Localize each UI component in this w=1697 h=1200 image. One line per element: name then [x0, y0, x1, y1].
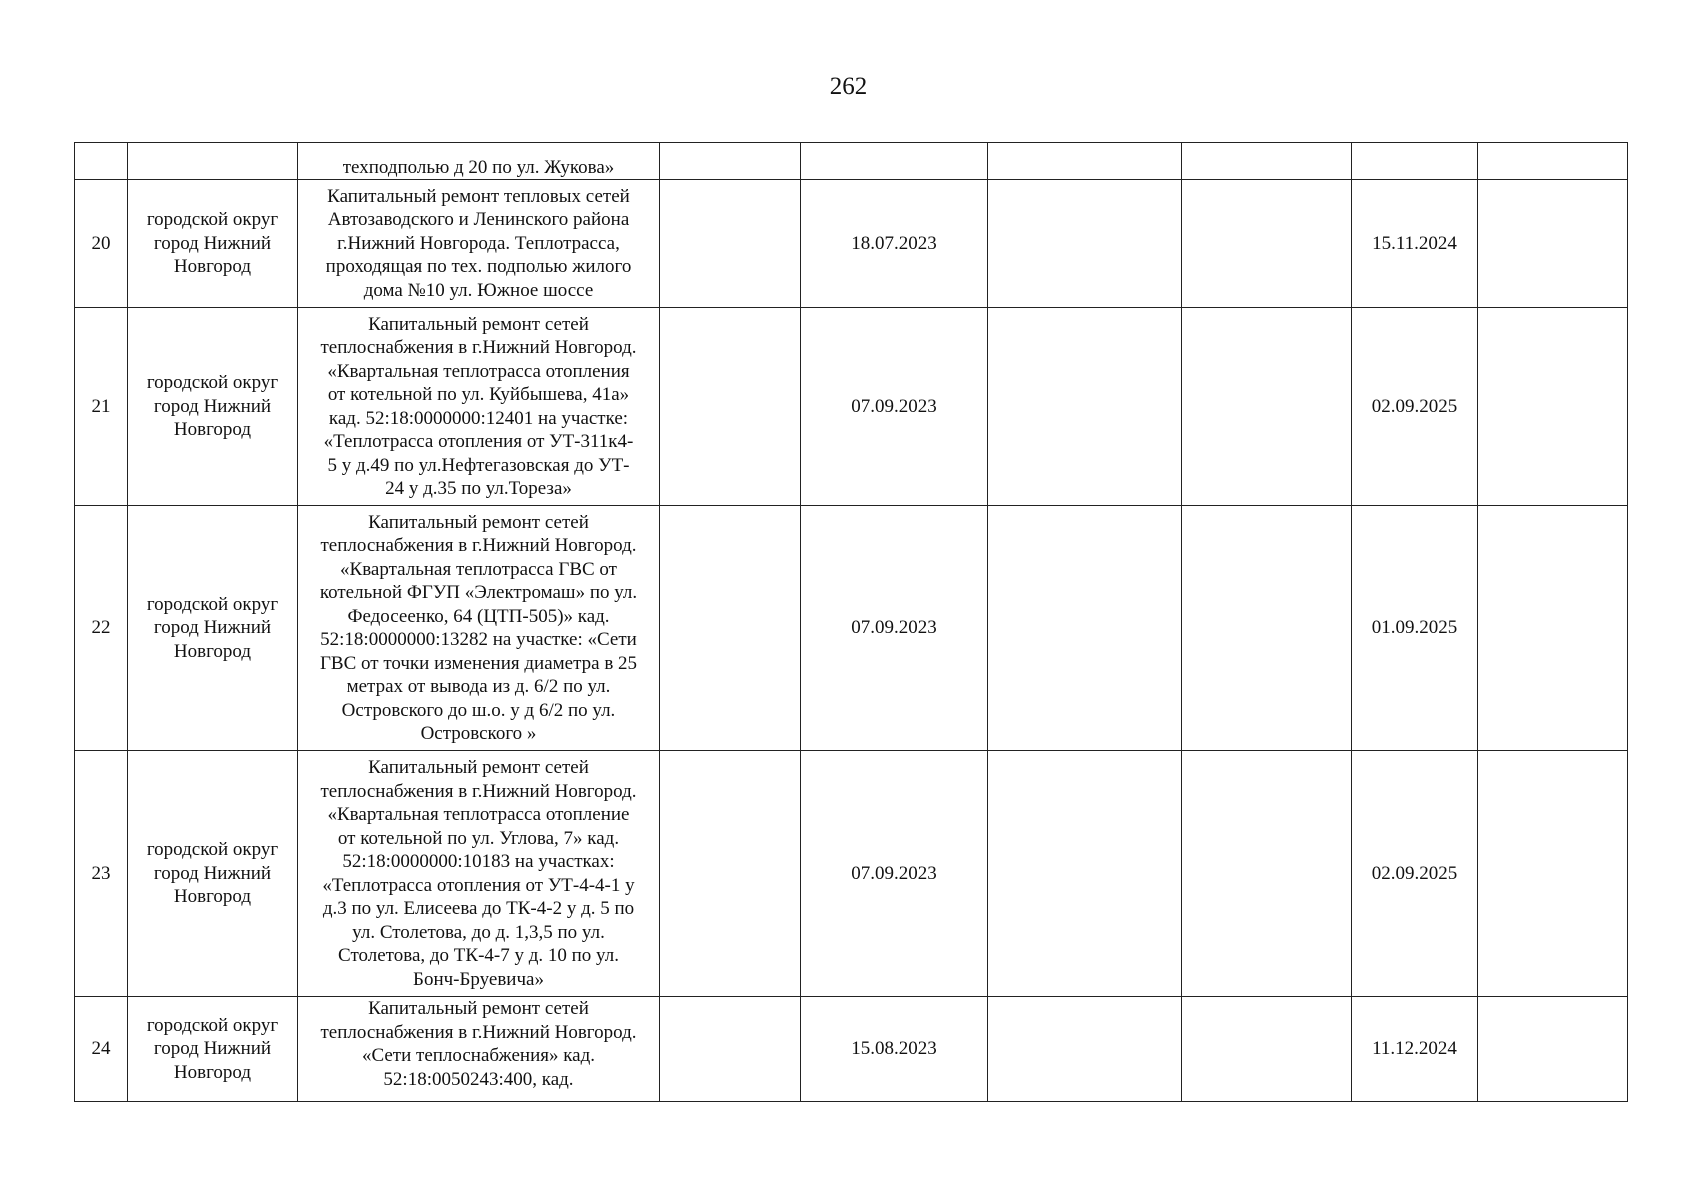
row-number-cell: 23: [75, 751, 128, 997]
row-number-cell: [75, 143, 128, 180]
empty-cell: [1478, 308, 1628, 506]
empty-cell: [1478, 997, 1628, 1102]
start-date-cell: 15.08.2023: [801, 997, 988, 1102]
table-row: [75, 997, 1628, 1102]
table-row: [75, 751, 1628, 997]
table-row: [75, 143, 1628, 180]
end-date-cell: 01.09.2025: [1352, 506, 1478, 751]
empty-cell: [988, 997, 1182, 1102]
end-date-cell: 02.09.2025: [1352, 308, 1478, 506]
row-number-cell: 20: [75, 180, 128, 308]
empty-cell: [988, 506, 1182, 751]
description-cell: Капитальный ремонт тепловых сетей Автозаводского и Ленинского района г.Нижний Новгорода. Теплотрасса, проходящая по тех. подполью жилого дома №10 ул. Южное шоссе: [298, 180, 660, 308]
empty-cell: [1182, 180, 1352, 308]
start-date-cell: [801, 143, 988, 180]
empty-cell: [660, 997, 801, 1102]
empty-cell: [660, 143, 801, 180]
empty-cell: [1182, 143, 1352, 180]
start-date-cell: 07.09.2023: [801, 506, 988, 751]
start-date-cell: 07.09.2023: [801, 751, 988, 997]
empty-cell: [660, 308, 801, 506]
empty-cell: [988, 143, 1182, 180]
empty-cell: [660, 751, 801, 997]
empty-cell: [1182, 997, 1352, 1102]
description-cell: Капитальный ремонт сетей теплоснабжения в г.Нижний Новгород. «Квартальная теплотрасса отопление от котельной по ул. Углова, 7» кад. 52:18:0000000:10183 на участках: «Теплотрасса отопления от УТ-4-4-1 у д.3 по ул. Елисеева до ТК-4-2 у д. 5 по ул. Столетова, до д. 1,3,5 по ул. Столетова, до ТК-4-7 у д. 10 по ул. Бонч-Бруевича»: [298, 751, 660, 997]
empty-cell: [1182, 506, 1352, 751]
end-date-cell: [1352, 143, 1478, 180]
row-number-cell: 22: [75, 506, 128, 751]
end-date-cell: 11.12.2024: [1352, 997, 1478, 1102]
description-cell: Капитальный ремонт сетей теплоснабжения в г.Нижний Новгород. «Квартальная теплотрасса ГВС от котельной ФГУП «Электромаш» по ул. Федосеенко, 64 (ЦТП-505)» кад. 52:18:0000000:13282 на участке: «Сети ГВС от точки изменения диаметра в 25 метрах от вывода из д. 6/2 по ул. Островского до ш.о. у д 6/2 по ул. Островского »: [298, 506, 660, 751]
empty-cell: [660, 180, 801, 308]
empty-cell: [1478, 506, 1628, 751]
works-table: [74, 142, 1628, 1102]
empty-cell: [1478, 180, 1628, 308]
municipality-cell: [128, 143, 298, 180]
table-row: [75, 308, 1628, 506]
page-number: 262: [829, 73, 868, 100]
start-date-cell: 07.09.2023: [801, 308, 988, 506]
empty-cell: [1182, 308, 1352, 506]
table-row: [75, 180, 1628, 308]
empty-cell: [660, 506, 801, 751]
row-number-cell: 24: [75, 997, 128, 1102]
table-row: [75, 506, 1628, 751]
municipality-cell: городской округ город Нижний Новгород: [128, 180, 298, 308]
end-date-cell: 15.11.2024: [1352, 180, 1478, 308]
municipality-cell: городской округ город Нижний Новгород: [128, 506, 298, 751]
empty-cell: [1182, 751, 1352, 997]
empty-cell: [988, 751, 1182, 997]
row-number-cell: 21: [75, 308, 128, 506]
start-date-cell: 18.07.2023: [801, 180, 988, 308]
empty-cell: [988, 308, 1182, 506]
end-date-cell: 02.09.2025: [1352, 751, 1478, 997]
municipality-cell: городской округ город Нижний Новгород: [128, 997, 298, 1102]
municipality-cell: городской округ город Нижний Новгород: [128, 308, 298, 506]
empty-cell: [1478, 143, 1628, 180]
description-cell: Капитальный ремонт сетей теплоснабжения в г.Нижний Новгород. «Сети теплоснабжения» кад. 52:18:0050243:400, кад.: [298, 997, 660, 1102]
description-cell: техподполью д 20 по ул. Жукова»: [298, 143, 660, 180]
empty-cell: [988, 180, 1182, 308]
empty-cell: [1478, 751, 1628, 997]
municipality-cell: городской округ город Нижний Новгород: [128, 751, 298, 997]
description-cell: Капитальный ремонт сетей теплоснабжения в г.Нижний Новгород. «Квартальная теплотрасса отопления от котельной по ул. Куйбышева, 41а» кад. 52:18:0000000:12401 на участке: «Теплотрасса отопления от УТ-311к4- 5 у д.49 по ул.Нефтегазовская до УТ- 24 у д.35 по ул.Тореза»: [298, 308, 660, 506]
